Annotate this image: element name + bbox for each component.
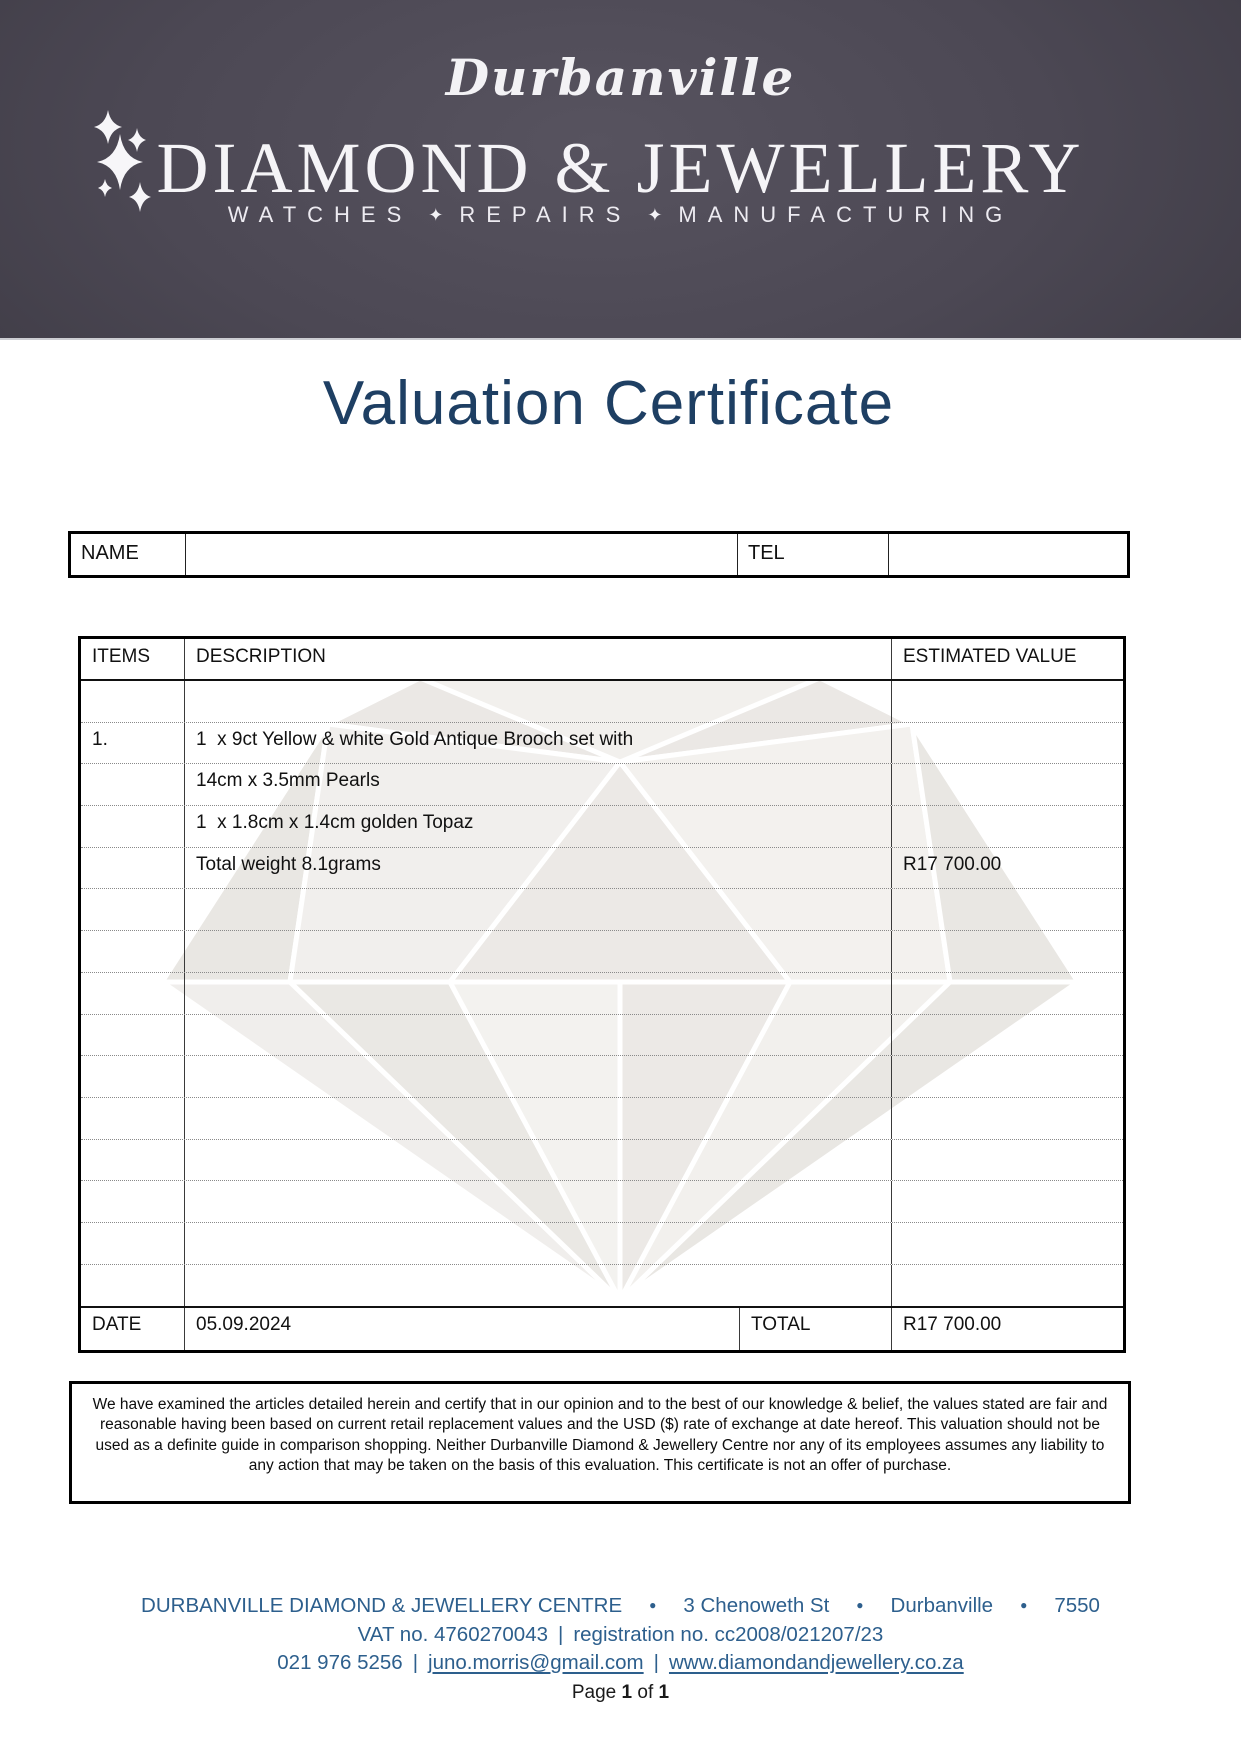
description-cell [185,1265,892,1307]
date-total-row [81,1306,1123,1350]
tagline-repairs: REPAIRS [459,202,632,227]
items-column-header: ITEMS [81,639,185,679]
item-number-cell [81,848,185,889]
separator: | [412,1651,419,1674]
footer-town: Durbanville [890,1594,994,1617]
estimated-value-cell [892,1181,1123,1222]
description-cell: 1 x 9ct Yellow & white Gold Antique Brooch set with [185,723,892,764]
date-label: DATE [81,1308,185,1350]
table-row [81,1015,1123,1057]
table-row [81,806,1123,848]
description-cell: 1 x 1.8cm x 1.4cm golden Topaz [185,806,892,847]
estimated-value-cell [892,1265,1123,1307]
table-row [81,764,1123,806]
page-word: Page [571,1681,617,1703]
table-row [81,931,1123,973]
name-value-field [186,534,738,575]
estimated-value-cell [892,1140,1123,1181]
description-cell [185,681,892,722]
name-label: NAME [71,534,186,575]
description-cell [185,1181,892,1222]
footer-contact-line [0,1649,1241,1678]
brand-tagline [0,202,1241,228]
footer-registration-line [0,1621,1241,1650]
table-row [81,1056,1123,1098]
bullet-icon: ● [1020,1598,1028,1612]
item-number-cell [81,1140,185,1181]
estimated-value-cell [892,1015,1123,1056]
item-number-cell [81,806,185,847]
footer-phone: 021 976 5256 [277,1651,403,1674]
estimated-value-cell [892,1223,1123,1264]
item-number-cell [81,931,185,972]
bullet-icon: ● [856,1598,864,1612]
estimated-value-cell: R17 700.00 [903,853,1002,875]
item-number-cell [81,1015,185,1056]
table-row [81,723,1123,765]
table-row [81,1181,1123,1223]
table-row [81,1140,1123,1182]
footer-street: 3 Chenoweth St [683,1594,830,1617]
table-row [81,848,1123,890]
description-column-header: DESCRIPTION [185,639,892,679]
item-number-cell: 1. [81,723,185,764]
items-table-header-row [81,639,1123,681]
description-cell [185,1098,892,1139]
description-cell [185,1056,892,1097]
tagline-watches: WATCHES [227,202,413,227]
item-number-cell [81,764,185,805]
separator: | [653,1651,659,1674]
tagline-manufacturing: MANUFACTURING [678,202,1014,227]
estimated-value-column-header: ESTIMATED VALUE [903,646,1077,667]
footer-vat-number: VAT no. 4760270043 [357,1622,548,1646]
description-cell [185,973,892,1014]
brand-wordmark: DIAMOND & JEWELLERY [156,128,1085,208]
items-table [78,636,1126,1353]
footer-registration-number: registration no. cc2008/021207/23 [573,1622,884,1646]
website-link[interactable]: www.diamondandjewellery.co.za [668,1651,964,1674]
table-row [81,1265,1123,1307]
date-value: 05.09.2024 [185,1308,740,1350]
brand-header [0,0,1241,340]
estimated-value-cell [892,931,1123,972]
page-indicator [0,1678,1241,1707]
item-number-cell [81,889,185,930]
description-cell [185,889,892,930]
table-row [81,1223,1123,1265]
description-cell: 14cm x 3.5mm Pearls [185,764,892,805]
footer-postal-code: 7550 [1054,1594,1100,1617]
estimated-value-cell [892,1056,1123,1097]
table-row [81,1098,1123,1140]
disclaimer-box: We have examined the articles detailed herein and certify that in our opinion and to the best of our knowledge & belief, the values stated are fair and reasonable having been based on current retail replacement values and the USD ($) rate of exchange at date hereof. This valuation should not be used as a definite guide in comparison shopping. Neither Durbanville Diamond & Jewellery Centre nor any of its employees assumes any liability to any action that may be taken on the basis of this evaluation. This certificate is not an offer of purchase. [69,1381,1131,1504]
diamond-separator-icon: ✦ [647,205,663,225]
estimated-value-cell [892,681,1123,722]
estimated-value-cell [892,723,1123,764]
item-number-cell [81,1181,185,1222]
name-tel-table [68,531,1130,578]
table-row [81,973,1123,1015]
item-number-cell [81,1098,185,1139]
bullet-icon: ● [649,1598,657,1612]
item-number-cell [81,1223,185,1264]
description-cell [185,1223,892,1264]
separator: | [558,1622,564,1646]
total-value: R17 700.00 [903,1314,1002,1336]
footer [0,1591,1241,1707]
estimated-value-cell [892,889,1123,930]
item-number-cell [81,1265,185,1307]
tel-label: TEL [738,534,889,575]
page-title: Valuation Certificate [322,369,895,438]
estimated-value-cell [892,806,1123,847]
item-number-cell [81,973,185,1014]
description-cell [185,1015,892,1056]
description-cell [185,1140,892,1181]
page-of-word: of [637,1681,654,1703]
estimated-value-cell [892,973,1123,1014]
diamond-separator-icon: ✦ [428,205,444,225]
item-number-cell [81,1056,185,1097]
page-total: 1 [658,1681,670,1703]
total-label: TOTAL [740,1308,892,1350]
email-link[interactable]: juno.morris@gmail.com [428,1651,644,1674]
footer-centre-name: DURBANVILLE DIAMOND & JEWELLERY CENTRE [141,1594,623,1617]
estimated-value-cell [892,764,1123,805]
footer-address-line [0,1591,1241,1621]
tel-value-field [889,534,1127,575]
item-number-cell [81,681,185,722]
page-current: 1 [621,1681,633,1703]
brand-script-name: Durbanville [445,48,796,107]
items-table-body [81,681,1123,1306]
table-row [81,681,1123,723]
description-cell [185,931,892,972]
table-row [81,889,1123,931]
estimated-value-cell [892,1098,1123,1139]
description-cell: Total weight 8.1grams [185,848,892,889]
